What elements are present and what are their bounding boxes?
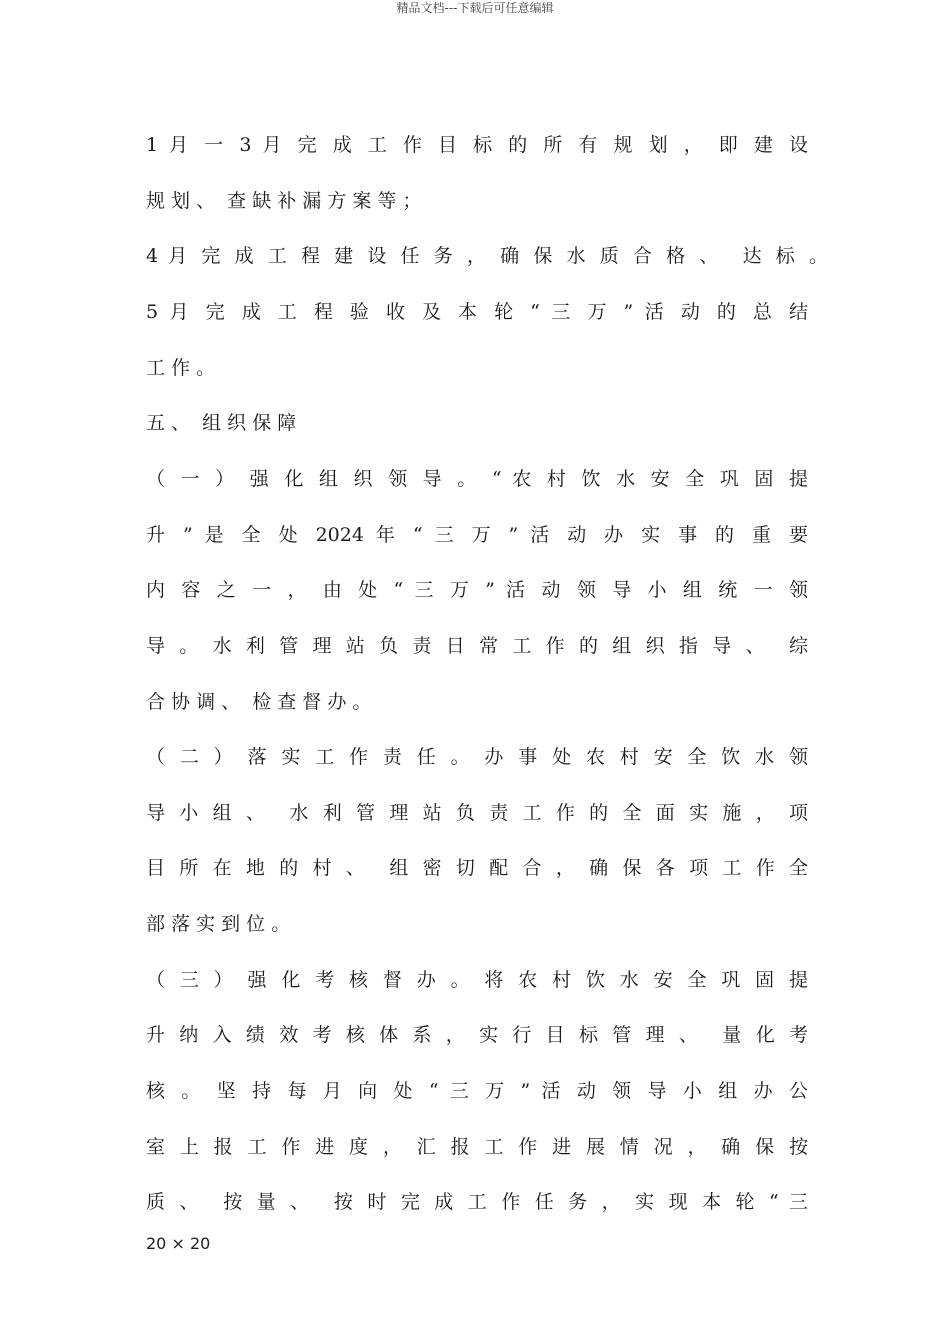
text-line-8: 升 ” 是 全 处 2024 年 “ 三 万 ” 活 动 办 实 事 的 重 要 xyxy=(146,524,808,546)
text-line-4: 5 月 完 成 工 程 验 收 及 本 轮 “ 三 万 ” 活 动 的 总 结 xyxy=(146,301,808,323)
section-heading: 五 、 组 织 保 障 xyxy=(146,412,297,434)
text-line-11: 合 协 调 、 检 查 督 办 。 xyxy=(146,691,372,713)
text-line-9: 内 容 之 一 ， 由 处 “ 三 万 ” 活 动 领 导 小 组 统 一 领 xyxy=(146,579,808,601)
text-line-1: 1 月 一 3 月 完 成 工 作 目 标 的 所 有 规 划 ， 即 建 设 xyxy=(146,134,808,156)
text-line-13: 导 小 组 、 水 利 管 理 站 负 责 工 作 的 全 面 实 施 ， 项 xyxy=(146,802,808,824)
text-line-19: 室 上 报 工 作 进 度 ， 汇 报 工 作 进 展 情 况 ， 确 保 按 xyxy=(146,1136,808,1158)
text-line-3: 4 月 完 成 工 程 建 设 任 务 ， 确 保 水 质 合 格 、 达 标 。 xyxy=(146,245,828,267)
grid-size-note: 20 × 20 xyxy=(146,1234,211,1253)
text-line-14: 目 所 在 地 的 村 、 组 密 切 配 合 ， 确 保 各 项 工 作 全 xyxy=(146,857,808,879)
text-line-18: 核 。 坚 持 每 月 向 处 “ 三 万 ” 活 动 领 导 小 组 办 公 xyxy=(146,1080,808,1102)
page-header: 精品文档---下载后可任意编辑 xyxy=(396,1,554,15)
text-line-17: 升 纳 入 绩 效 考 核 体 系 ， 实 行 目 标 管 理 、 量 化 考 xyxy=(146,1024,808,1046)
text-line-5: 工 作 。 xyxy=(146,357,216,379)
text-line-20: 质 、 按 量 、 按 时 完 成 工 作 任 务 ， 实 现 本 轮 “ 三 xyxy=(146,1191,808,1213)
text-line-16: （ 三 ） 强 化 考 核 督 办 。 将 农 村 饮 水 安 全 巩 固 提 xyxy=(146,969,808,991)
text-line-2: 规 划 、 查 缺 补 漏 方 案 等 ； xyxy=(146,190,422,212)
text-line-10: 导 。 水 利 管 理 站 负 责 日 常 工 作 的 组 织 指 导 、 综 xyxy=(146,635,808,657)
text-line-12: （ 二 ） 落 实 工 作 责 任 。 办 事 处 农 村 安 全 饮 水 领 xyxy=(146,746,808,768)
text-line-7: （ 一 ） 强 化 组 织 领 导 。 “ 农 村 饮 水 安 全 巩 固 提 xyxy=(146,468,808,490)
text-line-15: 部 落 实 到 位 。 xyxy=(146,913,291,935)
